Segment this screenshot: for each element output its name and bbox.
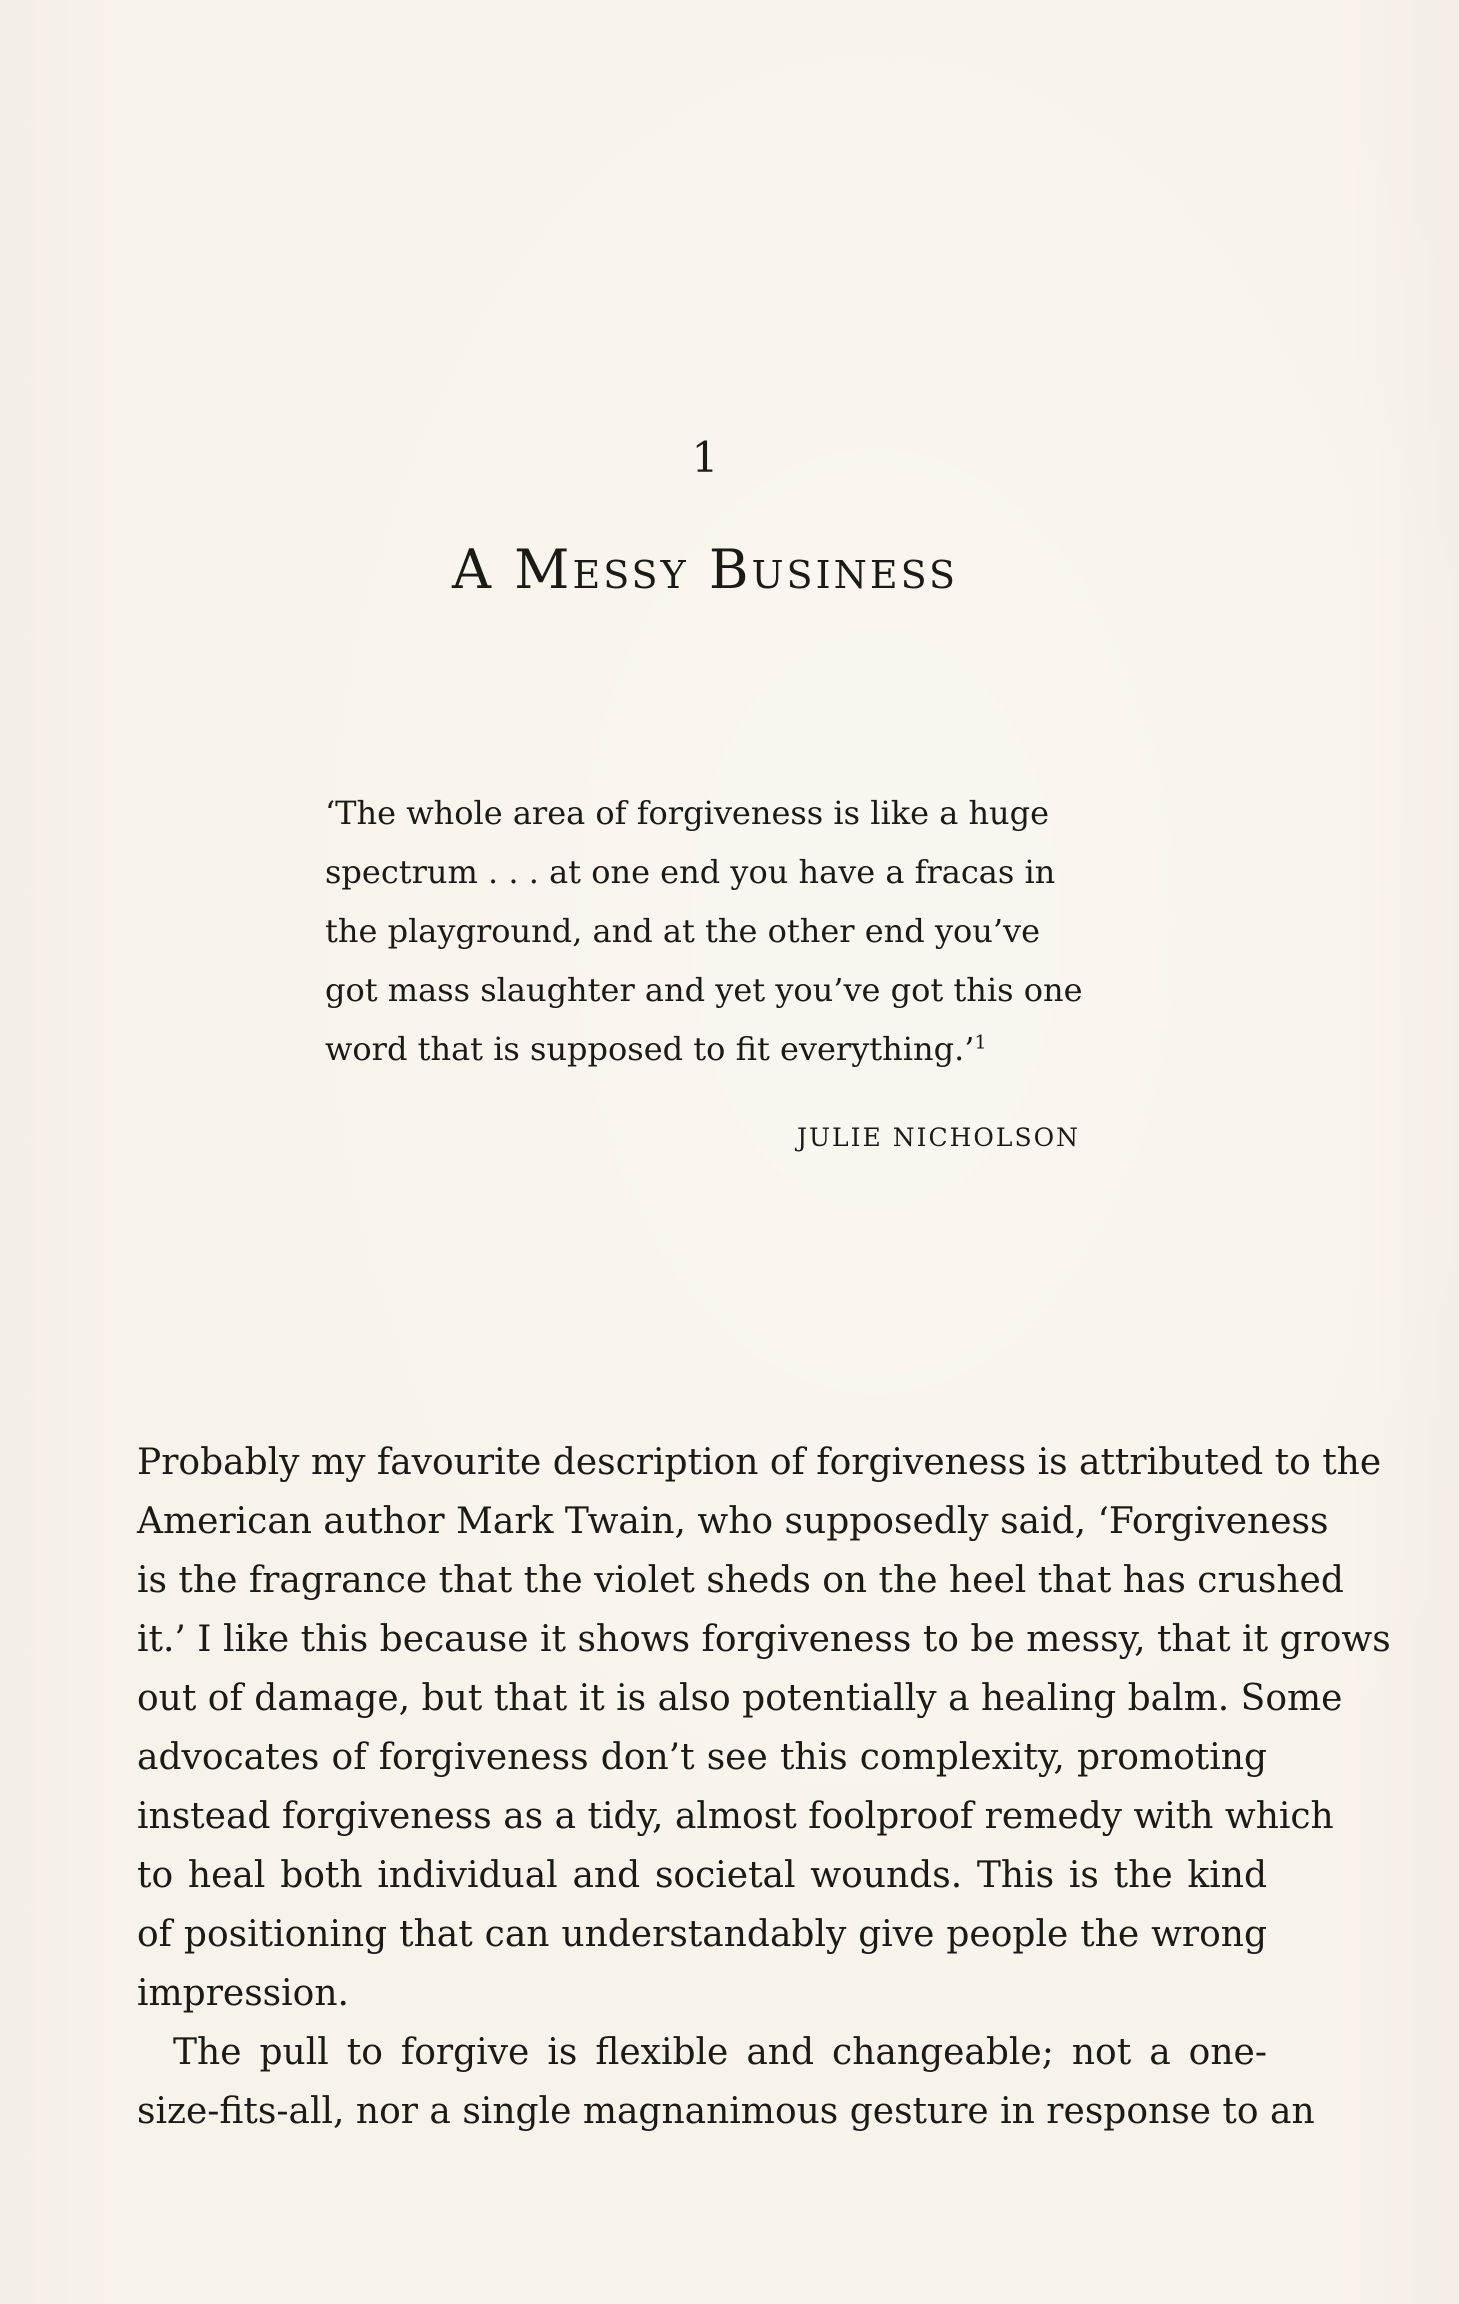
- epigraph-attribution: JULIE NICHOLSON: [796, 1123, 1080, 1152]
- paragraph-1-line: out of damage, but that it is also potentially a healing balm. Some: [137, 1678, 1343, 1719]
- epigraph-line-text: word that is supposed to fit everything.’: [325, 1030, 975, 1068]
- paragraph-2-line: The pull to forgive is flexible and changeable; not a one-: [173, 2032, 1267, 2073]
- epigraph-line-last: [325, 1020, 1085, 1079]
- paragraph-1-line: to heal both individual and societal wounds. This is the kind: [137, 1855, 1267, 1896]
- paragraph-1-line: it.’ I like this because it shows forgiveness to be messy, that it grows: [137, 1619, 1391, 1660]
- paragraph-1-line: advocates of forgiveness don’t see this complexity, promoting: [137, 1737, 1267, 1778]
- body-text: [137, 1433, 1391, 2141]
- paragraph-1-line: of positioning that can understandably give people the wrong: [137, 1914, 1267, 1955]
- epigraph-quote: [325, 784, 1085, 1079]
- paragraph-2-line: size-fits-all, nor a single magnanimous gesture in response to an: [137, 2091, 1315, 2132]
- paragraph-1-line: impression.: [137, 1973, 349, 2014]
- epigraph-line: spectrum . . . at one end you have a fracas in: [325, 853, 1056, 891]
- footnote-marker: 1: [974, 1031, 987, 1054]
- paragraph-1-line: is the fragrance that the violet sheds on the heel that has crushed: [137, 1560, 1344, 1601]
- paragraph-1-line: Probably my favourite description of forgiveness is attributed to the: [137, 1442, 1382, 1483]
- chapter-title: A Messy Business: [452, 538, 958, 601]
- epigraph-line: got mass slaughter and yet you’ve got this one: [325, 971, 1083, 1009]
- epigraph-line: ‘The whole area of forgiveness is like a huge: [325, 794, 1050, 832]
- chapter-number: 1: [691, 433, 719, 482]
- epigraph-line: the playground, and at the other end you’ve: [325, 912, 1041, 950]
- paragraph-1-line: instead forgiveness as a tidy, almost foolproof remedy with which: [137, 1796, 1334, 1837]
- paragraph-1-line: American author Mark Twain, who supposedly said, ‘Forgiveness: [137, 1501, 1329, 1542]
